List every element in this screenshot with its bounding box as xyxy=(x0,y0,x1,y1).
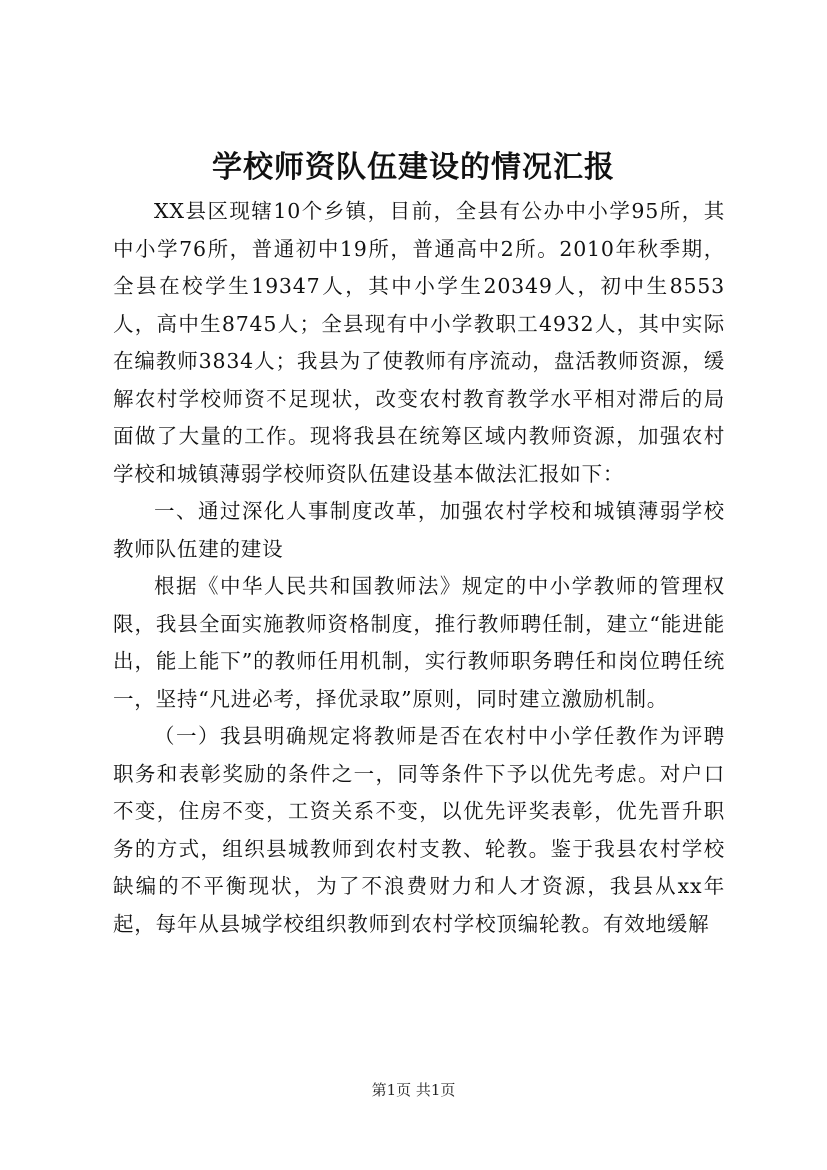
paragraph-section-heading: 一、通过深化人事制度改革，加强农村学校和城镇薄弱学校教师队伍建的建设 xyxy=(113,499,725,561)
document-title: 学校师资队伍建设的情况汇报 xyxy=(212,150,615,185)
paragraph-item-one: （一）我县明确规定将教师是否在农村中小学任教作为评聘职务和表彰奖励的条件之一，同等条件下予以优先考虑。对户口不变，住房不变，工资关系不变，以优先评奖表彰，优先晋升职务的方式，组织县城教师到农村支教、轮教。鉴于我县农村学校缺编的不平衡现状，为了不浪费财力和人才资源，我县从xx年起，每年从县城学校组织教师到农村学校顶编轮教。有效地缓解 xyxy=(113,724,725,936)
document-body xyxy=(113,193,725,943)
paragraph-intro: XX县区现辖10个乡镇，目前，全县有公办中小学95所，其中小学76所，普通初中19所，普通高中2所。2010年秋季期，全县在校学生19347人，其中小学生20349人，初中生8553人，高中生8745人；全县现有中小学教职工4932人，其中实际在编教师3834人；我县为了使教师有序流动，盘活教师资源，缓解农村学校师资不足现状，改变农村教育教学水平相对滞后的局面做了大量的工作。现将我县在统筹区域内教师资源，加强农村学校和城镇薄弱学校师资队伍建设基本做法汇报如下： xyxy=(113,199,725,486)
page-footer: 第1页 共1页 xyxy=(371,1081,456,1099)
paragraph-teacher-law: 根据《中华人民共和国教师法》规定的中小学教师的管理权限，我县全面实施教师资格制度，推行教师聘任制，建立“能进能出，能上能下”的教师任用机制，实行教师职务聘任和岗位聘任统一，坚持“凡进必考，择优录取”原则，同时建立激励机制。 xyxy=(113,574,725,711)
